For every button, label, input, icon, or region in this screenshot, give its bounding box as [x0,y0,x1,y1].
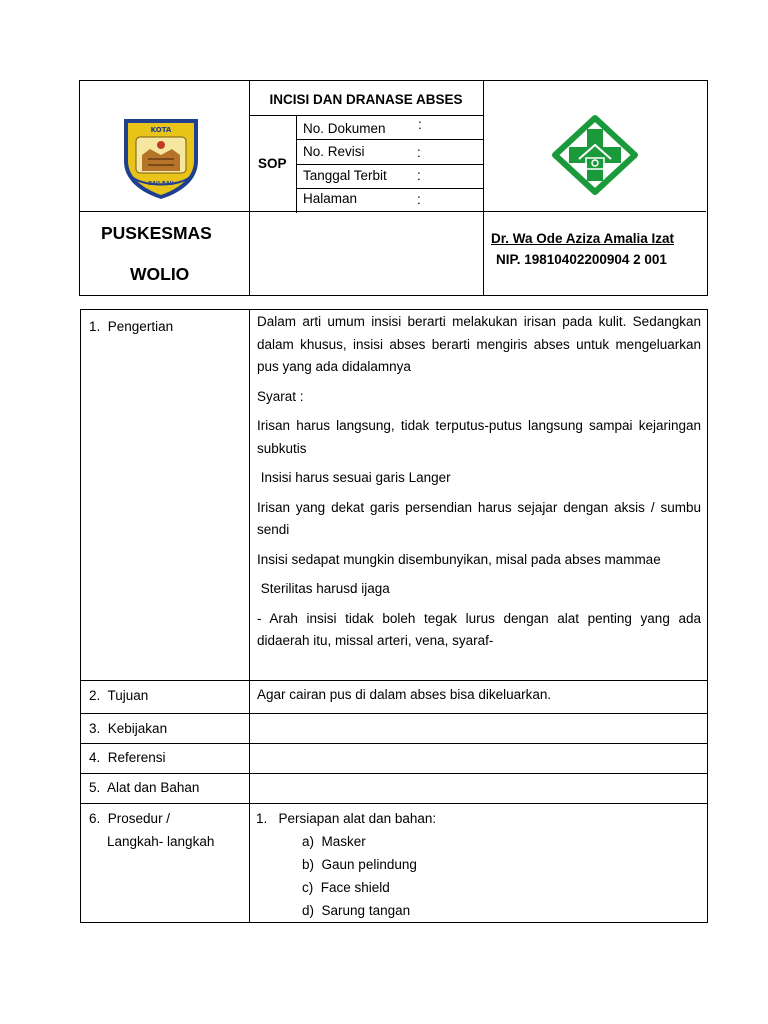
item-text: Masker [321,834,366,849]
header-box [79,80,708,296]
meta-label-tanggal-terbit: Tanggal Terbit [303,168,387,183]
sop-label: SOP [258,156,287,171]
list-item [256,899,707,922]
item-letter: a) [302,834,315,849]
row-label-prosedur: Prosedur / [107,811,171,826]
paragraph: Insisi harus sesuai garis Langer [257,470,451,485]
paragraph: Irisan harus langsung, tidak terputus-putus langsung sampai kejaringan subkutis [257,418,701,456]
document-title: INCISI DAN DRANASE ABSES [269,92,463,107]
tujuan-text: Agar cairan pus di dalam abses bisa dikeluarkan. [257,687,552,702]
item-letter: d) [302,903,315,918]
row-number: 5. [89,780,101,795]
item-letter: b) [302,857,315,872]
meta-label-no-revisi: No. Revisi [303,144,365,159]
table-row-referensi [81,744,708,774]
meta-colon: : [417,168,421,183]
row-number: 4. [89,750,101,765]
procedure-step [256,807,707,830]
svg-text:KOTA: KOTA [150,126,172,134]
row-number: 3. [89,721,101,736]
list-item [256,853,707,876]
meta-label-no-dokumen: No. Dokumen [303,121,386,136]
sop-content-table [80,309,708,923]
table-row-prosedur [81,804,708,923]
row-label-tujuan: Tujuan [107,688,149,703]
svg-text:BAU-BAU: BAU-BAU [148,181,174,187]
list-item [256,830,707,853]
step-number: 1. [256,811,268,826]
meta-label-halaman: Halaman [303,191,358,206]
kota-baubau-logo [118,115,204,201]
meta-colon: : [417,145,421,160]
signer-name: Dr. Wa Ode Aziza Amalia Izat [491,231,675,246]
row-label-kebijakan: Kebijakan [107,721,168,736]
table-row-pengertian [81,310,708,681]
org-name-line2: WOLIO [130,264,190,284]
row-label-pengertian: Pengertian [107,319,174,334]
row-label-referensi: Referensi [107,750,166,765]
item-text: Gaun pelindung [321,857,417,872]
list-item [256,876,707,899]
table-row-tujuan [81,681,708,714]
table-row-alat-bahan [81,774,708,804]
row-number: 1. [89,319,101,334]
paragraph: Sterilitas harusd ijaga [257,581,390,596]
table-row-kebijakan [81,714,708,744]
row-label-langkah: Langkah- langkah [107,834,215,849]
paragraph: Irisan yang dekat garis persendian harus sejajar dengan aksis / sumbu sendi [257,499,701,537]
meta-colon: : [418,117,422,132]
item-letter: c) [302,880,314,895]
signer-nip: NIP. 19810402200904 2 001 [496,252,667,267]
paragraph: Insisi sedapat mungkin disembunyikan, misal pada abses mammae [257,551,661,567]
paragraph: Syarat : [257,388,304,404]
meta-colon: : [417,192,421,207]
row-number: 6. [89,811,101,826]
paragraph: Dalam arti umum insisi berarti melakukan irisan pada kulit. Sedangkan dalam khusus, insisi abses berarti mengiris abses untuk mengeluarkan pus yang ada didalamnya [257,314,701,374]
paragraph: - Arah insisi tidak boleh tegak lurus dengan alat penting yang ada didaerah itu, missal arteri, vena, syaraf- [257,610,701,648]
item-text: Sarung tangan [321,903,411,918]
step-text: Persiapan alat dan bahan: [278,811,437,826]
puskesmas-cross-logo [549,115,641,195]
item-text: Face shield [320,880,390,895]
row-number: 2. [89,688,101,703]
org-name-line1: PUSKESMAS [101,223,212,243]
row-label-alat-bahan: Alat dan Bahan [107,780,200,795]
